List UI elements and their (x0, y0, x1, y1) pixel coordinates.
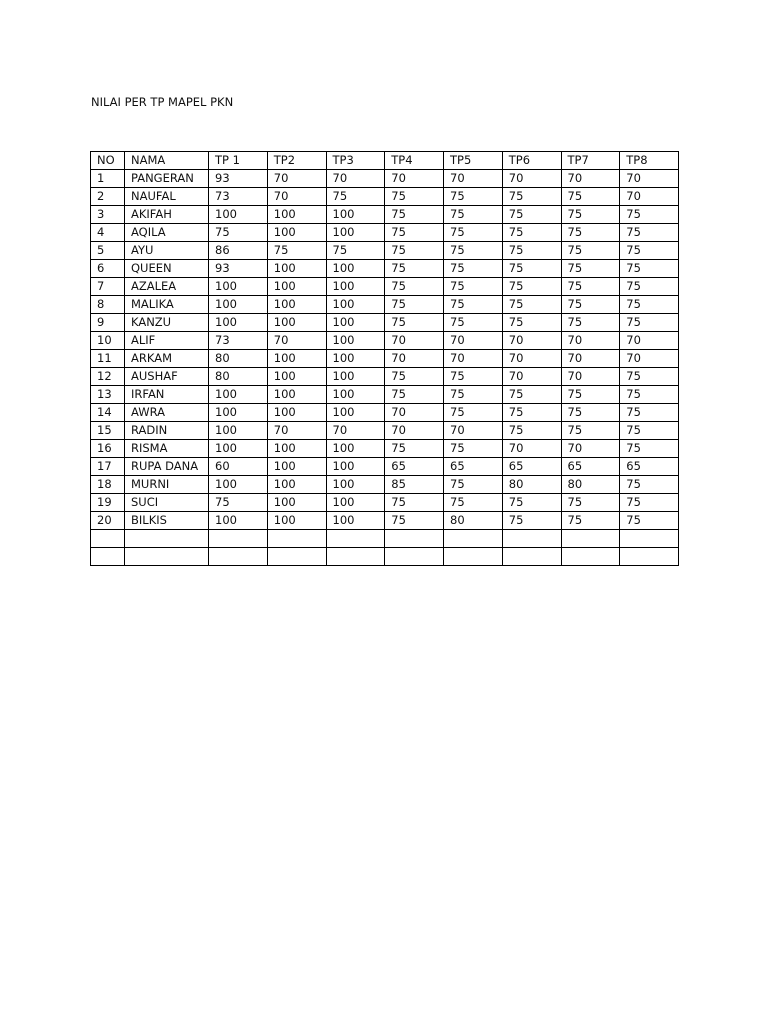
student-name-cell: AZALEA (125, 278, 209, 296)
score-cell: 100 (267, 224, 326, 242)
table-row (91, 422, 679, 440)
row-number-cell (91, 548, 125, 566)
score-cell: 100 (267, 260, 326, 278)
score-cell: 100 (267, 386, 326, 404)
score-cell: 75 (385, 512, 444, 530)
score-cell: 75 (561, 296, 620, 314)
score-cell: 100 (267, 458, 326, 476)
row-number-cell: 7 (91, 278, 125, 296)
row-number-cell: 14 (91, 404, 125, 422)
table-row (91, 242, 679, 260)
score-cell: 75 (502, 512, 561, 530)
score-cell: 70 (385, 332, 444, 350)
score-cell: 70 (561, 332, 620, 350)
score-cell: 80 (444, 512, 503, 530)
table-row (91, 332, 679, 350)
student-name-cell: MALIKA (125, 296, 209, 314)
score-cell: 70 (502, 368, 561, 386)
column-header: TP3 (326, 152, 385, 170)
score-cell: 75 (385, 206, 444, 224)
table-row (91, 530, 679, 548)
table-row (91, 440, 679, 458)
row-number-cell: 15 (91, 422, 125, 440)
row-number-cell: 17 (91, 458, 125, 476)
score-cell: 100 (326, 386, 385, 404)
score-cell: 75 (502, 260, 561, 278)
table-row (91, 404, 679, 422)
student-name-cell: ARKAM (125, 350, 209, 368)
score-cell: 75 (620, 278, 679, 296)
score-cell: 75 (620, 422, 679, 440)
score-cell (385, 548, 444, 566)
score-cell: 100 (326, 494, 385, 512)
score-cell: 75 (502, 206, 561, 224)
score-cell: 75 (561, 278, 620, 296)
score-cell: 75 (502, 224, 561, 242)
score-cell: 100 (209, 440, 268, 458)
score-cell: 75 (620, 476, 679, 494)
score-cell: 75 (385, 494, 444, 512)
table-row (91, 512, 679, 530)
score-cell: 70 (620, 188, 679, 206)
row-number-cell: 11 (91, 350, 125, 368)
score-cell: 73 (209, 332, 268, 350)
row-number-cell (91, 530, 125, 548)
score-cell: 75 (620, 224, 679, 242)
score-cell: 75 (385, 224, 444, 242)
score-cell (502, 548, 561, 566)
score-cell: 70 (561, 170, 620, 188)
score-cell: 75 (444, 278, 503, 296)
score-cell: 100 (267, 440, 326, 458)
column-header: NO (91, 152, 125, 170)
score-cell: 75 (444, 386, 503, 404)
score-cell: 75 (620, 440, 679, 458)
score-cell: 70 (502, 170, 561, 188)
score-cell: 70 (385, 350, 444, 368)
score-cell: 75 (561, 512, 620, 530)
score-cell: 75 (620, 206, 679, 224)
score-cell: 75 (385, 260, 444, 278)
score-cell (561, 530, 620, 548)
score-cell: 70 (267, 332, 326, 350)
score-cell: 80 (209, 368, 268, 386)
score-cell: 100 (326, 296, 385, 314)
score-cell: 75 (385, 386, 444, 404)
table-row (91, 386, 679, 404)
score-cell: 75 (620, 494, 679, 512)
score-cell: 75 (444, 206, 503, 224)
score-cell: 75 (444, 260, 503, 278)
table-row (91, 224, 679, 242)
student-name-cell: AWRA (125, 404, 209, 422)
row-number-cell: 2 (91, 188, 125, 206)
row-number-cell: 12 (91, 368, 125, 386)
score-cell: 75 (561, 494, 620, 512)
score-cell: 100 (209, 404, 268, 422)
score-cell: 70 (326, 170, 385, 188)
score-cell: 70 (561, 368, 620, 386)
column-header: TP7 (561, 152, 620, 170)
student-name-cell: KANZU (125, 314, 209, 332)
row-number-cell: 5 (91, 242, 125, 260)
score-cell: 100 (209, 422, 268, 440)
score-cell: 75 (444, 296, 503, 314)
table-row (91, 350, 679, 368)
score-cell (209, 548, 268, 566)
score-cell: 75 (620, 404, 679, 422)
score-cell: 70 (267, 188, 326, 206)
score-cell: 100 (326, 332, 385, 350)
score-cell: 100 (326, 476, 385, 494)
score-cell: 75 (620, 368, 679, 386)
score-cell: 65 (385, 458, 444, 476)
score-cell: 75 (561, 404, 620, 422)
score-cell: 75 (444, 476, 503, 494)
score-cell: 75 (444, 494, 503, 512)
score-cell: 75 (385, 296, 444, 314)
score-cell: 85 (385, 476, 444, 494)
score-cell: 100 (326, 368, 385, 386)
score-cell: 75 (444, 368, 503, 386)
score-cell: 100 (326, 404, 385, 422)
grades-table-body (91, 152, 679, 566)
score-cell: 70 (502, 350, 561, 368)
score-cell: 75 (620, 314, 679, 332)
student-name-cell: AUSHAF (125, 368, 209, 386)
row-number-cell: 3 (91, 206, 125, 224)
score-cell: 75 (502, 278, 561, 296)
student-name-cell: SUCI (125, 494, 209, 512)
score-cell: 75 (385, 188, 444, 206)
score-cell: 100 (267, 314, 326, 332)
score-cell: 100 (209, 314, 268, 332)
score-cell: 100 (267, 368, 326, 386)
score-cell: 70 (502, 440, 561, 458)
score-cell: 75 (620, 242, 679, 260)
score-cell: 75 (444, 188, 503, 206)
score-cell: 75 (502, 188, 561, 206)
student-name-cell: PANGERAN (125, 170, 209, 188)
row-number-cell: 6 (91, 260, 125, 278)
document-title: NILAI PER TP MAPEL PKN (91, 95, 234, 109)
student-name-cell (125, 530, 209, 548)
score-cell: 70 (326, 422, 385, 440)
score-cell: 100 (267, 476, 326, 494)
score-cell: 100 (326, 260, 385, 278)
student-name-cell: NAUFAL (125, 188, 209, 206)
score-cell: 70 (620, 332, 679, 350)
score-cell: 75 (502, 242, 561, 260)
score-cell (385, 530, 444, 548)
score-cell: 65 (561, 458, 620, 476)
score-cell: 100 (326, 206, 385, 224)
score-cell: 70 (444, 332, 503, 350)
student-name-cell: RUPA DANA (125, 458, 209, 476)
table-row (91, 548, 679, 566)
score-cell: 75 (385, 440, 444, 458)
score-cell: 60 (209, 458, 268, 476)
score-cell (444, 530, 503, 548)
student-name-cell: MURNI (125, 476, 209, 494)
score-cell: 75 (385, 278, 444, 296)
score-cell: 100 (267, 278, 326, 296)
column-header: TP8 (620, 152, 679, 170)
column-header: TP5 (444, 152, 503, 170)
row-number-cell: 16 (91, 440, 125, 458)
score-cell: 75 (502, 296, 561, 314)
table-row (91, 458, 679, 476)
score-cell: 65 (502, 458, 561, 476)
score-cell: 100 (209, 296, 268, 314)
score-cell (620, 530, 679, 548)
student-name-cell (125, 548, 209, 566)
student-name-cell: ALIF (125, 332, 209, 350)
score-cell: 100 (267, 494, 326, 512)
score-cell (620, 548, 679, 566)
score-cell (444, 548, 503, 566)
score-cell: 75 (620, 512, 679, 530)
student-name-cell: RISMA (125, 440, 209, 458)
row-number-cell: 19 (91, 494, 125, 512)
column-header: TP 1 (209, 152, 268, 170)
score-cell: 75 (502, 386, 561, 404)
table-row (91, 278, 679, 296)
score-cell: 70 (267, 170, 326, 188)
table-row (91, 206, 679, 224)
student-name-cell: AYU (125, 242, 209, 260)
row-number-cell: 9 (91, 314, 125, 332)
student-name-cell: IRFAN (125, 386, 209, 404)
score-cell: 70 (444, 350, 503, 368)
score-cell: 80 (209, 350, 268, 368)
score-cell: 100 (326, 350, 385, 368)
score-cell: 75 (444, 242, 503, 260)
score-cell: 100 (209, 476, 268, 494)
score-cell: 75 (561, 224, 620, 242)
score-cell: 70 (561, 440, 620, 458)
score-cell: 100 (326, 224, 385, 242)
score-cell: 75 (209, 224, 268, 242)
score-cell: 70 (502, 332, 561, 350)
score-cell: 80 (502, 476, 561, 494)
score-cell: 75 (561, 260, 620, 278)
score-cell: 100 (209, 386, 268, 404)
row-number-cell: 13 (91, 386, 125, 404)
score-cell: 70 (385, 422, 444, 440)
table-row (91, 260, 679, 278)
score-cell: 75 (620, 260, 679, 278)
score-cell: 75 (502, 404, 561, 422)
score-cell: 86 (209, 242, 268, 260)
score-cell: 75 (561, 188, 620, 206)
score-cell: 100 (209, 512, 268, 530)
score-cell: 80 (561, 476, 620, 494)
score-cell: 75 (561, 386, 620, 404)
score-cell: 75 (385, 314, 444, 332)
row-number-cell: 1 (91, 170, 125, 188)
score-cell: 70 (561, 350, 620, 368)
table-row (91, 314, 679, 332)
score-cell (209, 530, 268, 548)
score-cell (267, 548, 326, 566)
score-cell: 100 (326, 278, 385, 296)
score-cell: 100 (267, 512, 326, 530)
score-cell: 100 (267, 350, 326, 368)
row-number-cell: 8 (91, 296, 125, 314)
score-cell: 100 (267, 296, 326, 314)
score-cell: 100 (326, 314, 385, 332)
score-cell: 70 (444, 422, 503, 440)
score-cell: 100 (326, 458, 385, 476)
row-number-cell: 4 (91, 224, 125, 242)
score-cell: 75 (385, 368, 444, 386)
score-cell (326, 548, 385, 566)
score-cell: 75 (502, 314, 561, 332)
score-cell: 65 (620, 458, 679, 476)
score-cell: 100 (209, 278, 268, 296)
score-cell: 75 (267, 242, 326, 260)
table-row (91, 494, 679, 512)
table-row (91, 368, 679, 386)
score-cell: 70 (267, 422, 326, 440)
column-header: TP4 (385, 152, 444, 170)
score-cell: 75 (620, 386, 679, 404)
score-cell: 75 (444, 404, 503, 422)
score-cell: 93 (209, 260, 268, 278)
score-cell: 100 (209, 206, 268, 224)
column-header: TP6 (502, 152, 561, 170)
row-number-cell: 20 (91, 512, 125, 530)
score-cell (502, 530, 561, 548)
score-cell: 75 (561, 314, 620, 332)
student-name-cell: QUEEN (125, 260, 209, 278)
grades-table (90, 151, 679, 566)
table-header-row (91, 152, 679, 170)
table-row (91, 170, 679, 188)
score-cell: 75 (209, 494, 268, 512)
score-cell: 100 (326, 512, 385, 530)
score-cell: 75 (620, 296, 679, 314)
score-cell: 75 (561, 206, 620, 224)
score-cell: 75 (326, 188, 385, 206)
column-header: NAMA (125, 152, 209, 170)
score-cell: 75 (502, 494, 561, 512)
score-cell: 75 (502, 422, 561, 440)
score-cell: 73 (209, 188, 268, 206)
score-cell (267, 530, 326, 548)
row-number-cell: 18 (91, 476, 125, 494)
score-cell: 100 (326, 440, 385, 458)
score-cell (326, 530, 385, 548)
score-cell: 100 (267, 404, 326, 422)
score-cell: 75 (444, 224, 503, 242)
score-cell: 75 (385, 242, 444, 260)
score-cell (561, 548, 620, 566)
table-row (91, 476, 679, 494)
score-cell: 75 (444, 440, 503, 458)
student-name-cell: AKIFAH (125, 206, 209, 224)
score-cell: 65 (444, 458, 503, 476)
score-cell: 70 (385, 404, 444, 422)
student-name-cell: BILKIS (125, 512, 209, 530)
table-row (91, 188, 679, 206)
score-cell: 70 (385, 170, 444, 188)
score-cell: 70 (620, 350, 679, 368)
row-number-cell: 10 (91, 332, 125, 350)
score-cell: 75 (561, 422, 620, 440)
score-cell: 70 (620, 170, 679, 188)
column-header: TP2 (267, 152, 326, 170)
score-cell: 75 (561, 242, 620, 260)
table-row (91, 296, 679, 314)
student-name-cell: RADIN (125, 422, 209, 440)
score-cell: 70 (444, 170, 503, 188)
score-cell: 75 (444, 314, 503, 332)
score-cell: 100 (267, 206, 326, 224)
score-cell: 93 (209, 170, 268, 188)
student-name-cell: AQILA (125, 224, 209, 242)
score-cell: 75 (326, 242, 385, 260)
